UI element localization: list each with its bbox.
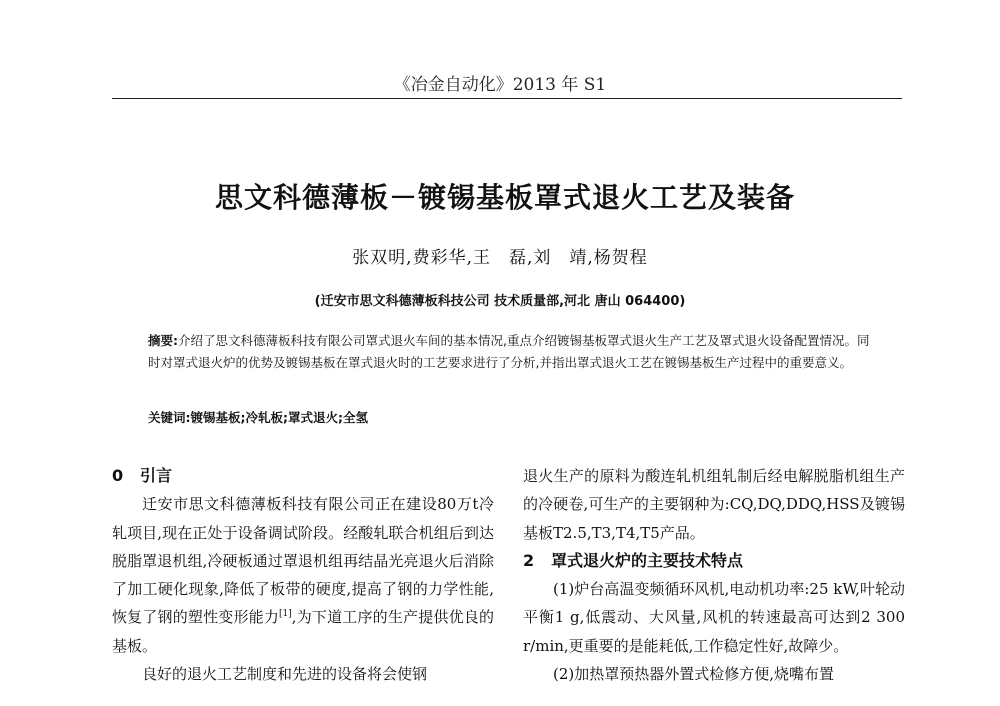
section-2-number: 2: [523, 550, 535, 570]
paragraph-annealing: 良好的退火工艺制度和先进的设备将会使钢: [142, 665, 428, 684]
right-column: [523, 462, 905, 688]
header-rule: [112, 98, 902, 99]
paper-title: 思文科德薄板－镀锡基板罩式退火工艺及装备: [214, 181, 795, 214]
affiliation: (迁安市思文科德薄板科技公司 技术质量部,河北 唐山 064400): [314, 294, 686, 309]
authors: 张双明,费彩华,王 磊,刘 靖,杨贺程: [352, 248, 648, 268]
abstract-text: 介绍了思文科德薄板科技有限公司罩式退火车间的基本情况,重点介绍镀锡基板罩式退火生产工艺及罩式退火设备配置情况。同时对罩式退火炉的优势及镀锡基板在罩式退火时的工艺要求进行了分析,并指出罩式退火工艺在镀锡基板生产过程中的重要意义。: [148, 333, 870, 370]
list-item-2: (2)加热罩预热器外置式检修方便,烧嘴布置: [553, 665, 835, 684]
journal-header: 《冶金自动化》2013 年 S1: [393, 75, 607, 95]
paragraph-intro-text-a: 迁安市思文科德薄板科技有限公司正在建设80万t冷轧项目,现在正处于设备调试阶段。经酸轧联合机组后到达脱脂罩退机组,冷硬板通过罩退机组再结晶光亮退火后消除了加工硬化现象,降低了板带的硬度,提高了钢的力学性能,恢复了钢的塑性变形能力: [112, 495, 494, 627]
abstract-label: 摘要:: [148, 333, 178, 348]
abstract: [148, 330, 870, 374]
section-0-number: 0: [112, 466, 124, 485]
keywords-text: 镀锡基板;冷轧板;罩式退火;全氢: [190, 410, 368, 425]
paragraph-intro-text-b: ,为下道工序的生产提供优良的基板。: [112, 608, 494, 655]
paragraph-intro: [112, 490, 494, 660]
list-item-1: (1)炉台高温变频循环风机,电动机功率:25 kW,叶轮动平衡1 g,低震动、大风量,风机的转速最高可达到2 300 r/min,更重要的是能耗低,工作稳定性好,故障少。: [523, 580, 905, 655]
section-0-title: 引言: [140, 466, 173, 485]
left-column: [112, 462, 494, 688]
paragraph-raw-material: 退火生产的原料为酸连轧机组轧制后经电解脱脂机组生产的冷硬卷,可生产的主要钢种为:CQ,DQ,DDQ,HSS及镀锡基板T2.5,T3,T4,T5产品。: [523, 467, 905, 542]
keywords: [148, 408, 870, 426]
citation-ref: [1]: [279, 609, 292, 620]
keywords-label: 关键词:: [148, 410, 191, 425]
section-0-heading: [112, 462, 494, 490]
section-2-title: 罩式退火炉的主要技术特点: [551, 550, 744, 570]
section-2-heading: [523, 547, 905, 575]
